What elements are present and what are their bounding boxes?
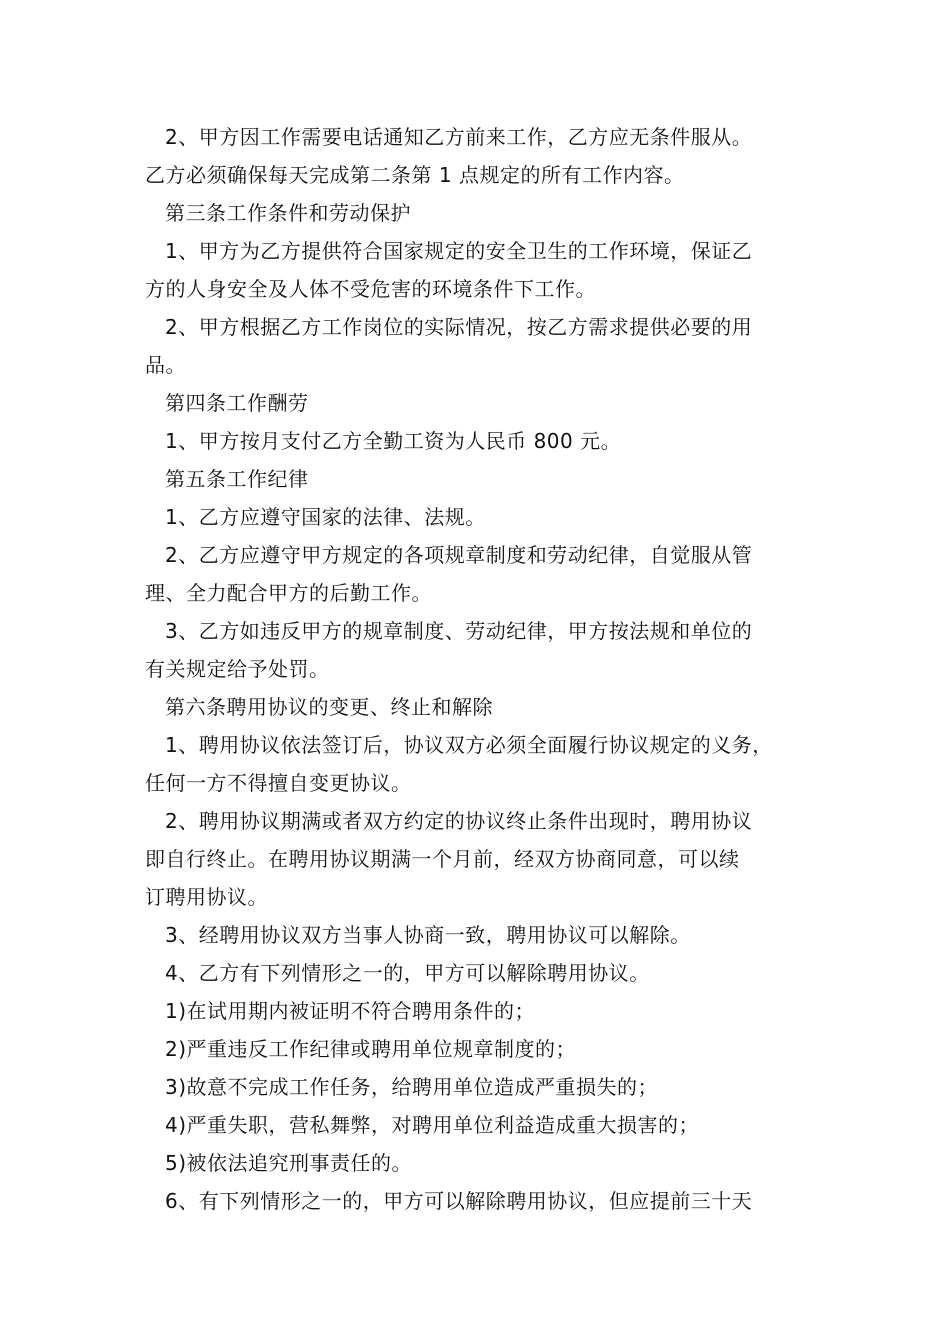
- paragraph-line: 3、经聘用协议双方当事人协商一致，聘用协议可以解除。: [165, 923, 691, 947]
- list-item: 3)故意不完成工作任务，给聘用单位造成严重损失的；: [165, 1075, 659, 1099]
- paragraph-line: 理、全力配合甲方的后勤工作。: [145, 581, 432, 605]
- paragraph-line: 乙方必须确保每天完成第二条第 1 点规定的所有工作内容。: [145, 163, 685, 187]
- paragraph-line: 2、甲方因工作需要电话通知乙方前来工作，乙方应无条件服从。: [165, 125, 753, 149]
- list-item: 4)严重失职，营私舞弊，对聘用单位利益造成重大损害的；: [165, 1113, 700, 1137]
- paragraph-line: 任何一方不得擅自变更协议。: [145, 771, 412, 795]
- paragraph-line: 2、甲方根据乙方工作岗位的实际情况，按乙方需求提供必要的用: [165, 315, 753, 339]
- list-item: 2)严重违反工作纪律或聘用单位规章制度的；: [165, 1037, 577, 1061]
- document-body: [145, 118, 825, 1220]
- paragraph-line: 2、乙方应遵守甲方规定的各项规章制度和劳动纪律，自觉服从管: [165, 543, 753, 567]
- paragraph-line: 订聘用协议。: [145, 885, 268, 909]
- paragraph-line: 1、甲方按月支付乙方全勤工资为人民币 800 元。: [165, 429, 622, 453]
- paragraph-line: 1、聘用协议依法签订后，协议双方必须全面履行协议规定的义务，: [165, 733, 773, 757]
- section-heading: 第六条聘用协议的变更、终止和解除: [165, 695, 493, 719]
- paragraph-line: 4、乙方有下列情形之一的，甲方可以解除聘用协议。: [165, 961, 650, 985]
- paragraph-line: 方的人身安全及人体不受危害的环境条件下工作。: [145, 277, 596, 301]
- paragraph-line: 1、乙方应遵守国家的法律、法规。: [165, 505, 486, 529]
- list-item: 5)被依法追究刑事责任的。: [165, 1151, 413, 1175]
- section-heading: 第五条工作纪律: [165, 467, 309, 491]
- paragraph-line: 有关规定给予处罚。: [145, 657, 330, 681]
- paragraph-line: 品。: [145, 353, 186, 377]
- section-heading: 第三条工作条件和劳动保护: [165, 201, 411, 225]
- list-item: 1)在试用期内被证明不符合聘用条件的；: [165, 999, 536, 1023]
- paragraph-line: 2、聘用协议期满或者双方约定的协议终止条件出现时，聘用协议: [165, 809, 753, 833]
- paragraph-line: 1、甲方为乙方提供符合国家规定的安全卫生的工作环境，保证乙: [165, 239, 753, 263]
- section-heading: 第四条工作酬劳: [165, 391, 309, 415]
- paragraph-line: 即自行终止。在聘用协议期满一个月前，经双方协商同意，可以续: [145, 847, 740, 871]
- paragraph-line: 6、有下列情形之一的，甲方可以解除聘用协议，但应提前三十天: [165, 1189, 753, 1213]
- paragraph-line: 3、乙方如违反甲方的规章制度、劳动纪律，甲方按法规和单位的: [165, 619, 753, 643]
